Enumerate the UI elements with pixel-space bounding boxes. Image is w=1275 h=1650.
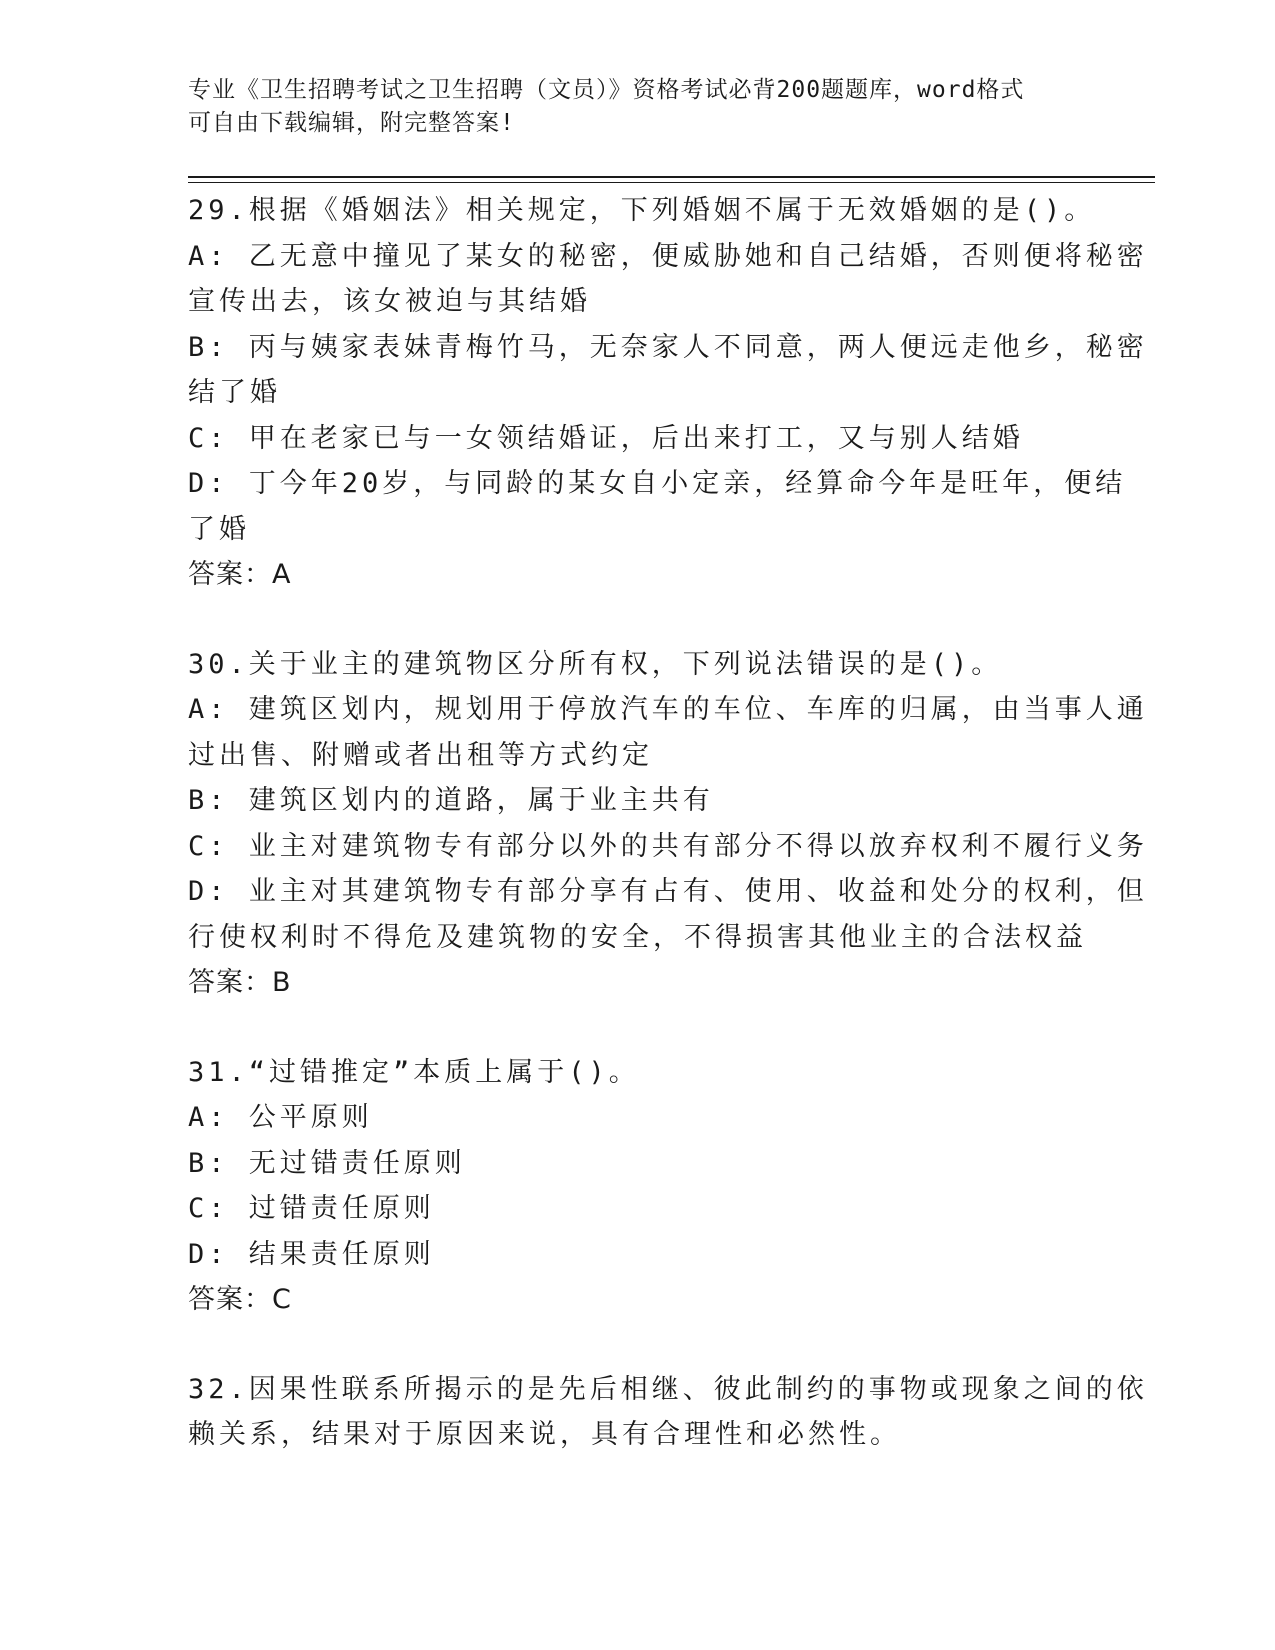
header-rule-thick [188,176,1155,178]
question-block [188,642,1148,1006]
option-b: B: 建筑区划内的道路，属于业主共有 [188,785,714,816]
option-d: 了婚 [188,513,250,545]
option-c: C: 业主对建筑物专有部分以外的共有部分不得以放弃权利不履行义务 [188,830,1148,862]
header-rule-thin [188,182,1155,183]
header-line-1: 专业《卫生招聘考试之卫生招聘（文员）》资格考试必背200题题库，word格式 [188,77,1025,103]
page-header [188,74,1088,140]
question-stem: 31.“过错推定”本质上属于()。 [188,1056,640,1088]
option-d: D: 结果责任原则 [188,1238,435,1270]
question-block [188,1367,1148,1458]
question-stem: 29.根据《婚姻法》相关规定，下列婚姻不属于无效婚姻的是()。 [188,195,1096,226]
question-stem: 30.关于业主的建筑物区分所有权，下列说法错误的是()。 [188,648,1003,680]
question-block [188,1050,1068,1323]
question-block [188,188,1148,598]
option-a: 宣传出去，该女被迫与其结婚 [188,286,591,317]
option-d: D: 丁今年20岁，与同龄的某女自小定亲，经算命今年是旺年，便结 [188,468,1127,499]
option-c: C: 甲在老家已与一女领结婚证，后出来打工，又与别人结婚 [188,422,1024,454]
option-b: B: 丙与姨家表妹青梅竹马，无奈家人不同意，两人便远走他乡，秘密 [188,331,1148,363]
option-b: 结了婚 [188,377,281,408]
answer-line: 答案：B [188,967,292,998]
option-a: 过出售、附赠或者出租等方式约定 [188,739,653,771]
answer-line: 答案：C [188,1284,292,1315]
option-b: B: 无过错责任原则 [188,1147,466,1179]
option-d: 行使权利时不得危及建筑物的安全，不得损害其他业主的合法权益 [188,921,1087,953]
option-a: A: 公平原则 [188,1102,373,1133]
option-a: A: 建筑区划内，规划用于停放汽车的车位、车库的归属，由当事人通 [188,694,1148,725]
question-stem: 32.因果性联系所揭示的是先后相继、彼此制约的事物或现象之间的依 [188,1373,1148,1405]
question-list [188,188,1148,1502]
header-line-2: 可自由下载编辑，附完整答案! [188,110,515,136]
option-a: A: 乙无意中撞见了某女的秘密，便威胁她和自己结婚，否则便将秘密 [188,240,1148,272]
option-d: D: 业主对其建筑物专有部分享有占有、使用、收益和处分的权利，但 [188,876,1148,907]
question-stem: 赖关系，结果对于原因来说，具有合理性和必然性。 [188,1419,901,1450]
option-c: C: 过错责任原则 [188,1193,435,1224]
answer-line: 答案：A [188,559,292,590]
